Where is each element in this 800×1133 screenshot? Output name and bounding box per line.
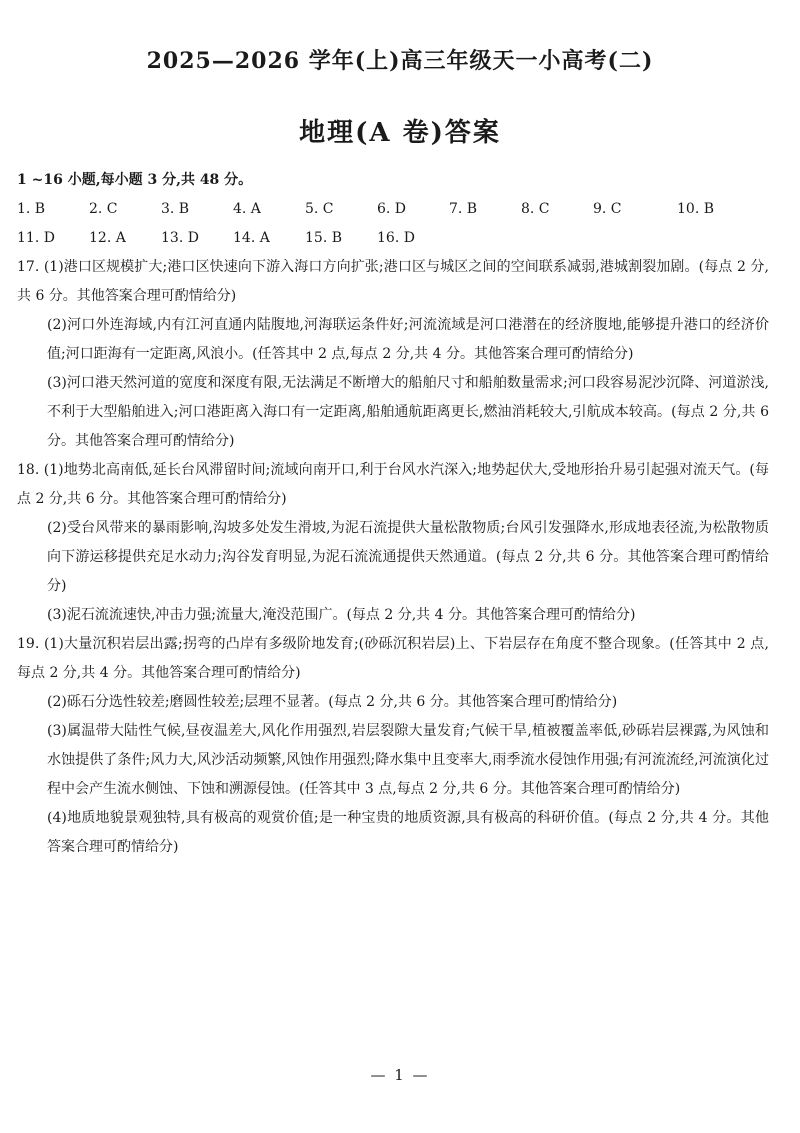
mcq-answer: 13. D [161,230,199,246]
mcq-intro: 1 ~16 小题,每小题 3 分,共 48 分。 [17,172,253,188]
mcq-answer: 3. B [161,201,190,217]
mcq-answer: 10. B [677,201,715,217]
q17-part-3: (3)河口港天然河道的宽度和深度有限,无法满足不断增大的船舶尺寸和船舶数量需求;河口段容易泥沙沉降、河道淤浅,不利于大型船舶进入;河口港距离入海口有一定距离,船舶通航距离更长,燃油消耗较大,引航成本较高。(每点 2 分,共 6 分。其他答案合理可酌情给分) [47,375,769,449]
mcq-answer: 11. D [17,230,55,246]
mcq-answer: 14. A [233,230,270,246]
mcq-answer: 12. A [89,230,126,246]
q18-part-3: (3)泥石流流速快,冲击力强;流量大,淹没范围广。(每点 2 分,共 4 分。其他答案合理可酌情给分) [47,607,636,623]
mcq-answer: 7. B [449,201,478,217]
q19-part-4: (4)地质地貌景观独特,具有极高的观赏价值;是一种宝贵的地质资源,具有极高的科研价值。(每点 2 分,共 4 分。其他答案合理可酌情给分) [47,810,769,855]
exam-title: 2025—2026 学年(上)高三年级天一小高考(二) [146,48,654,74]
mcq-answers-row-2 [17,224,769,253]
answer-content [17,166,769,862]
q18-part-2: (2)受台风带来的暴雨影响,沟坡多处发生滑坡,为泥石流提供大量松散物质;台风引发强降水,形成地表径流,为松散物质向下游运移提供充足水动力;沟谷发育明显,为泥石流流通提供天然通道。(每点 2 分,共 6 分。其他答案合理可酌情给分) [47,520,769,594]
mcq-answer: 4. A [233,201,261,217]
mcq-answer: 5. C [305,201,334,217]
q17-part-1: 17. (1)港口区规模扩大;港口区快速向下游入海口方向扩张;港口区与城区之间的空间联系减弱,港城割裂加剧。(每点 2 分,共 6 分。其他答案合理可酌情给分) [17,259,769,304]
mcq-answers-row-1 [17,195,769,224]
mcq-answer: 15. B [305,230,343,246]
q17-part-2: (2)河口外连海域,内有江河直通内陆腹地,河海联运条件好;河流流域是河口港潜在的经济腹地,能够提升港口的经济价值;河口距海有一定距离,风浪小。(任答其中 2 点,每点 2 分,共 4 分。其他答案合理可酌情给分) [47,317,769,362]
mcq-answer: 16. D [377,230,415,246]
q18-part-1: 18. (1)地势北高南低,延长台风滞留时间;流域向南开口,利于台风水汽深入;地势起伏大,受地形抬升易引起强对流天气。(每点 2 分,共 6 分。其他答案合理可酌情给分) [17,462,769,507]
q19-part-1: 19. (1)大量沉积岩层出露;拐弯的凸岸有多级阶地发育;(砂砾沉积岩层)上、下岩层存在角度不整合现象。(任答其中 2 点,每点 2 分,共 4 分。其他答案合理可酌情给分) [17,636,769,681]
mcq-answer: 2. C [89,201,118,217]
exam-subtitle: 地理(A 卷)答案 [299,118,501,148]
page-number: — 1 — [370,1066,430,1084]
question-18 [17,456,769,630]
mcq-answer: 6. D [377,201,407,217]
mcq-answer: 8. C [521,201,550,217]
mcq-answer: 9. C [593,201,622,217]
q19-part-3: (3)属温带大陆性气候,昼夜温差大,风化作用强烈,岩层裂隙大量发育;气候干旱,植被覆盖率低,砂砾岩层裸露,为风蚀和水蚀提供了条件;风力大,风沙活动频繁,风蚀作用强烈;降水集中且变率大,雨季流水侵蚀作用强;有河流流经,河流演化过程中会产生流水侧蚀、下蚀和溯源侵蚀。(任答其中 3 点,每点 2 分,共 6 分。其他答案合理可酌情给分) [47,723,769,797]
question-17 [17,253,769,456]
q19-part-2: (2)砾石分选性较差;磨圆性较差;层理不显著。(每点 2 分,共 6 分。其他答案合理可酌情给分) [47,694,618,710]
mcq-answer: 1. B [17,201,46,217]
question-19 [17,630,769,862]
